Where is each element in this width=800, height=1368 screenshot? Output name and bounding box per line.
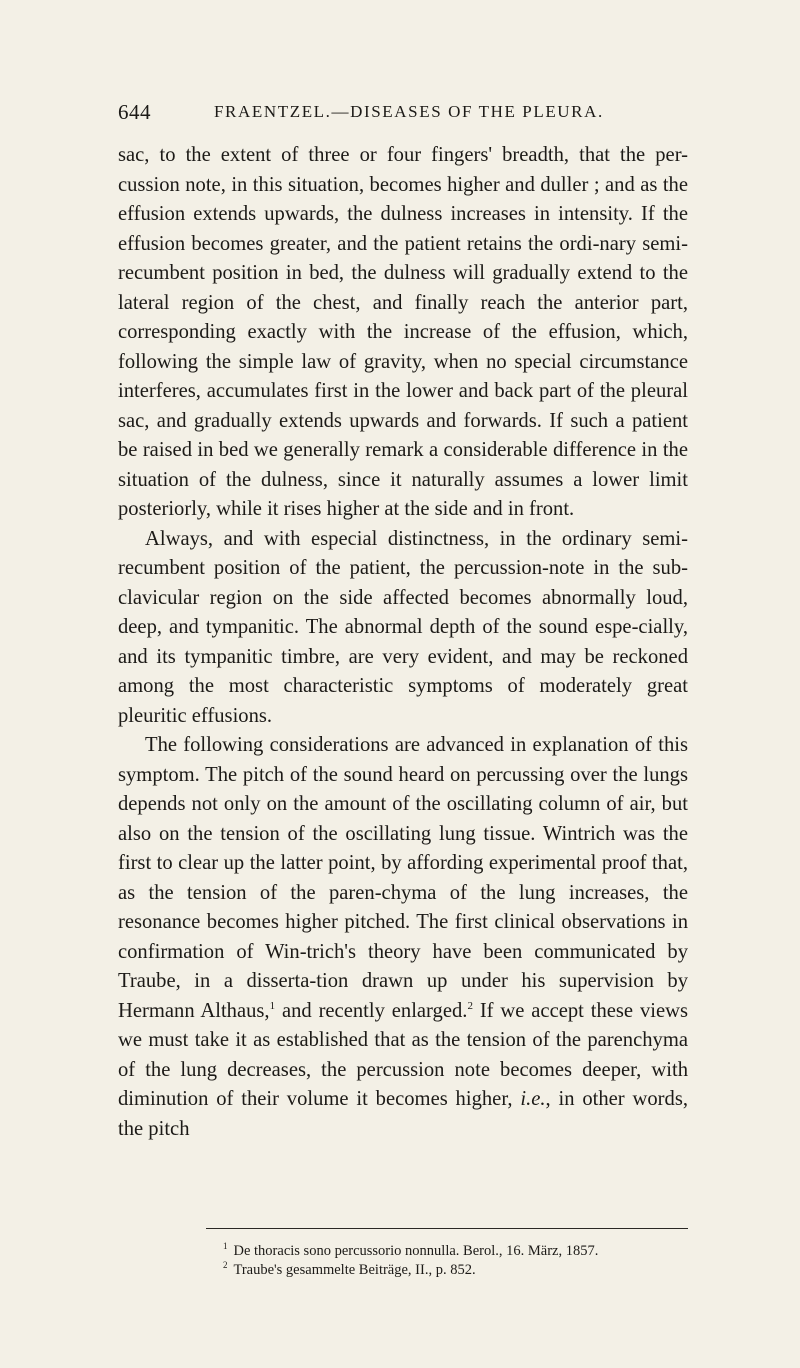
page-number: 644 xyxy=(118,100,151,124)
footnote-mark-1: 1 xyxy=(223,1241,228,1252)
footnote-rule xyxy=(206,1228,688,1229)
paragraph-1: sac, to the extent of three or four fingers' breadth, that the per-cussion note, in this situation, becomes higher and duller ; and as the effusion extends upwards, the dulness increases in intensity. If the effusion becomes greater, and the patient retains the ordi-nary semi-recumbent position in bed, the dulness will gradually extend to the lateral region of the chest, and finally reach the anterior part, corresponding exactly with the increase of the effusion, which, following the simple law of gravity, when no special circumstance interferes, accumulates first in the lower and back part of the pleural sac, and gradually extends upwards and forwards. If such a patient be raised in bed we generally remark a considerable difference in the situation of the dulness, since it naturally assumes a lower limit posteriorly, while it rises higher at the side and in front. xyxy=(118,144,688,520)
footnote-ref-2: 2 xyxy=(467,999,473,1012)
running-head: FRAENTZEL.—DISEASES OF THE PLEURA. xyxy=(214,102,604,121)
paragraph-3-text-d: , in other words, the pitch xyxy=(118,1088,688,1140)
footnote-ref-1: 1 xyxy=(269,999,276,1012)
page-header xyxy=(118,100,688,130)
paragraph-3-text-c: If we accept these views we must take it as established that as the tension of the parenchyma of the lung decreases, the percussion note becomes deeper, with diminution of their volume it becomes higher, xyxy=(118,999,688,1110)
footnote-text-1: De thoracis sono percussorio nonnulla. Berol., 16. März, 1857. xyxy=(233,1243,599,1259)
footnote-text-2: Traube's gesammelte Beiträge, II., p. 852. xyxy=(233,1262,476,1278)
footnote-2 xyxy=(223,1261,693,1280)
footnote-1 xyxy=(223,1242,693,1261)
paragraph-3-ie: i.e. xyxy=(520,1088,546,1110)
footnote-mark-2: 2 xyxy=(223,1260,228,1271)
footnotes xyxy=(223,1242,693,1280)
paragraph-3-text-b: and recently enlarged. xyxy=(275,999,468,1022)
paragraph-3 xyxy=(118,731,688,1144)
paragraph-3-text-a: The following considerations are advanced in explanation of this symptom. The pitch of the sound heard on percussing over the lungs depends not only on the amount of the oscillating column of air, but also on the tension of the oscillating lung tissue. Wintrich was the first to clear up the latter point, by affording experimental proof that, as the tension of the paren-chyma of the lung increases, the resonance becomes higher pitched. The first clinical observations in confirmation of Win-trich's theory have been communicated by Traube, in a disserta-tion drawn up under his supervision by Hermann Althaus, xyxy=(118,734,688,1022)
paragraph-2: Always, and with especial distinctness, in the ordinary semi-recumbent position of the patient, the percussion-note in the sub-clavicular region on the side affected becomes abnormally loud, deep, and tympanitic. The abnormal depth of the sound espe-cially, and its tympanitic timbre, are very evident, and may be reckoned among the most characteristic symptoms of moderately great pleuritic effusions. xyxy=(118,527,688,727)
body-text xyxy=(118,141,688,1144)
